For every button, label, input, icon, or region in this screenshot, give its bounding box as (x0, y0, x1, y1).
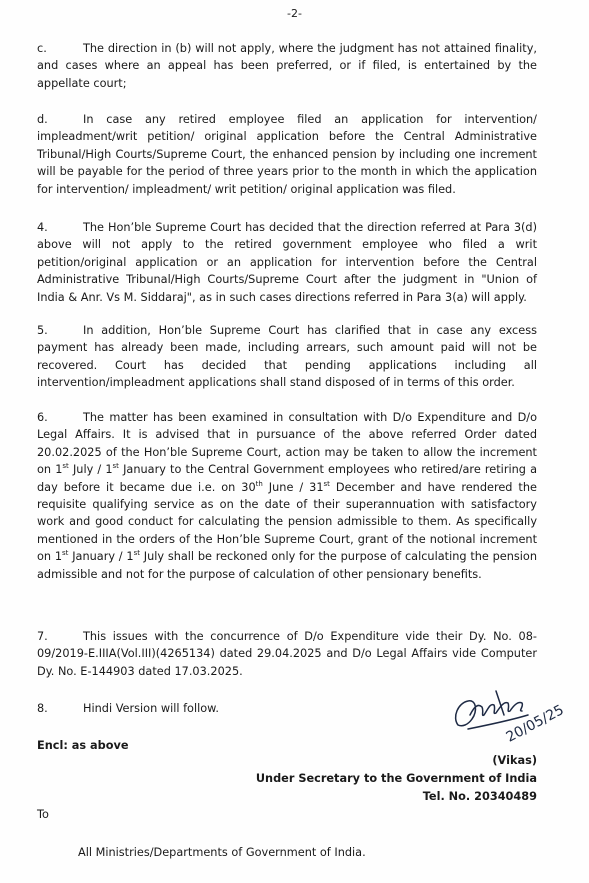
paragraph-label: 7. (37, 630, 48, 643)
paragraph-text: July / 1 (68, 463, 113, 477)
ordinal-suffix: st (112, 462, 119, 471)
paragraph-7 (37, 628, 537, 680)
ordinal-suffix: st (133, 549, 140, 558)
ordinal-suffix: th (255, 479, 263, 488)
paragraph-label: c. (37, 42, 47, 55)
paragraph-text: January / 1 (68, 550, 134, 564)
paragraph-label: d. (37, 113, 48, 126)
recipient-line: All Ministries/Departments of Government of India. (78, 846, 366, 859)
paragraph-text: This issues with the concurrence of D/o Expenditure vide their Dy. No. 08-09/2019-E.IIIA(Vol.III)(4265134) dated 29.04.2025 and D/o Legal Affairs vide Computer Dy. No. E-144903 dated 17.03.2025. (37, 630, 537, 678)
signatory-telephone: Tel. No. 20340489 (422, 790, 537, 803)
enclosure-note: Encl: as above (37, 739, 129, 752)
ordinal-suffix: st (62, 462, 69, 471)
paragraph-label: 5. (37, 324, 48, 337)
handwritten-date: 20/05/25 (503, 702, 567, 746)
paragraph-text: July shall be reckoned only for the purpose of calculating the pension admissible and not for the purpose of calculation of other pensionary benefits. (37, 550, 537, 581)
paragraph-d (37, 111, 537, 198)
paragraph-label: 8. (37, 702, 48, 715)
paragraph-text: The Hon’ble Supreme Court has decided that the direction referred at Para 3(d) above will not apply to the retired government employee who filed a writ petition/original application or an application for intervention before the Central Administrative Tribunal/High Courts/Supreme Court after the judgment in "Union of India & Anr. Vs M. Siddaraj", as in such cases directions referred in Para 3(a) will apply. (37, 221, 537, 304)
paragraph-4 (37, 219, 537, 306)
paragraph-label: 4. (37, 221, 48, 234)
signatory-name: (Vikas) (492, 754, 537, 767)
paragraph-5 (37, 322, 537, 392)
paragraph-text: June / 31 (262, 480, 324, 494)
paragraph-text: The matter has been examined in consultation with D/o Expenditure and D/o Legal Affairs. It is advised that in pursuance of the above referred Order dated 20.02.2025 of the Hon’ble Supreme Court, action may be taken to allow the increment on 1 (37, 411, 537, 477)
paragraph-6 (37, 409, 537, 583)
page-number: -2- (287, 7, 302, 20)
signatory-designation: Under Secretary to the Government of India (255, 772, 537, 785)
paragraph-text: In addition, Hon’ble Supreme Court has clarified that in case any excess payment has already been made, including arrears, such amount paid will not be recovered. Court has decided that pending applications including all intervention/impleadment applications shall stand disposed of in terms of this order. (37, 324, 537, 390)
paragraph-text: December and have rendered the requisite qualifying service as on the date of their superannuation with satisfactory work and good conduct for calculating the pension admissible to them. As specifically mentioned in the orders of the Hon’ble Supreme Court, grant of the notional increment on 1 (37, 480, 537, 564)
paragraph-text: Hindi Version will follow. (83, 702, 219, 715)
paragraph-label: 6. (37, 411, 48, 424)
paragraph-c (37, 40, 537, 92)
paragraph-text: In case any retired employee filed an application for intervention/ impleadment/writ petition/ original application before the Central Administrative Tribunal/High Courts/Supreme Court, the enhanced pension by including one increment will be payable for the period of three years prior to the month in which the application for intervention/ impleadment/ writ petition/ original application was filed. (37, 113, 537, 196)
to-label: To (37, 808, 49, 821)
paragraph-text: The direction in (b) will not apply, where the judgment has not attained finality, and cases where an appeal has been preferred, or if filed, is entertained by the appellate court; (37, 42, 537, 90)
handwritten-signature (448, 685, 567, 755)
ordinal-suffix: st (323, 479, 330, 488)
paragraph-text: January to the Central Government employees who retired/are retiring a day before it became due i.e. on 30 (37, 463, 537, 494)
ordinal-suffix: st (62, 549, 69, 558)
